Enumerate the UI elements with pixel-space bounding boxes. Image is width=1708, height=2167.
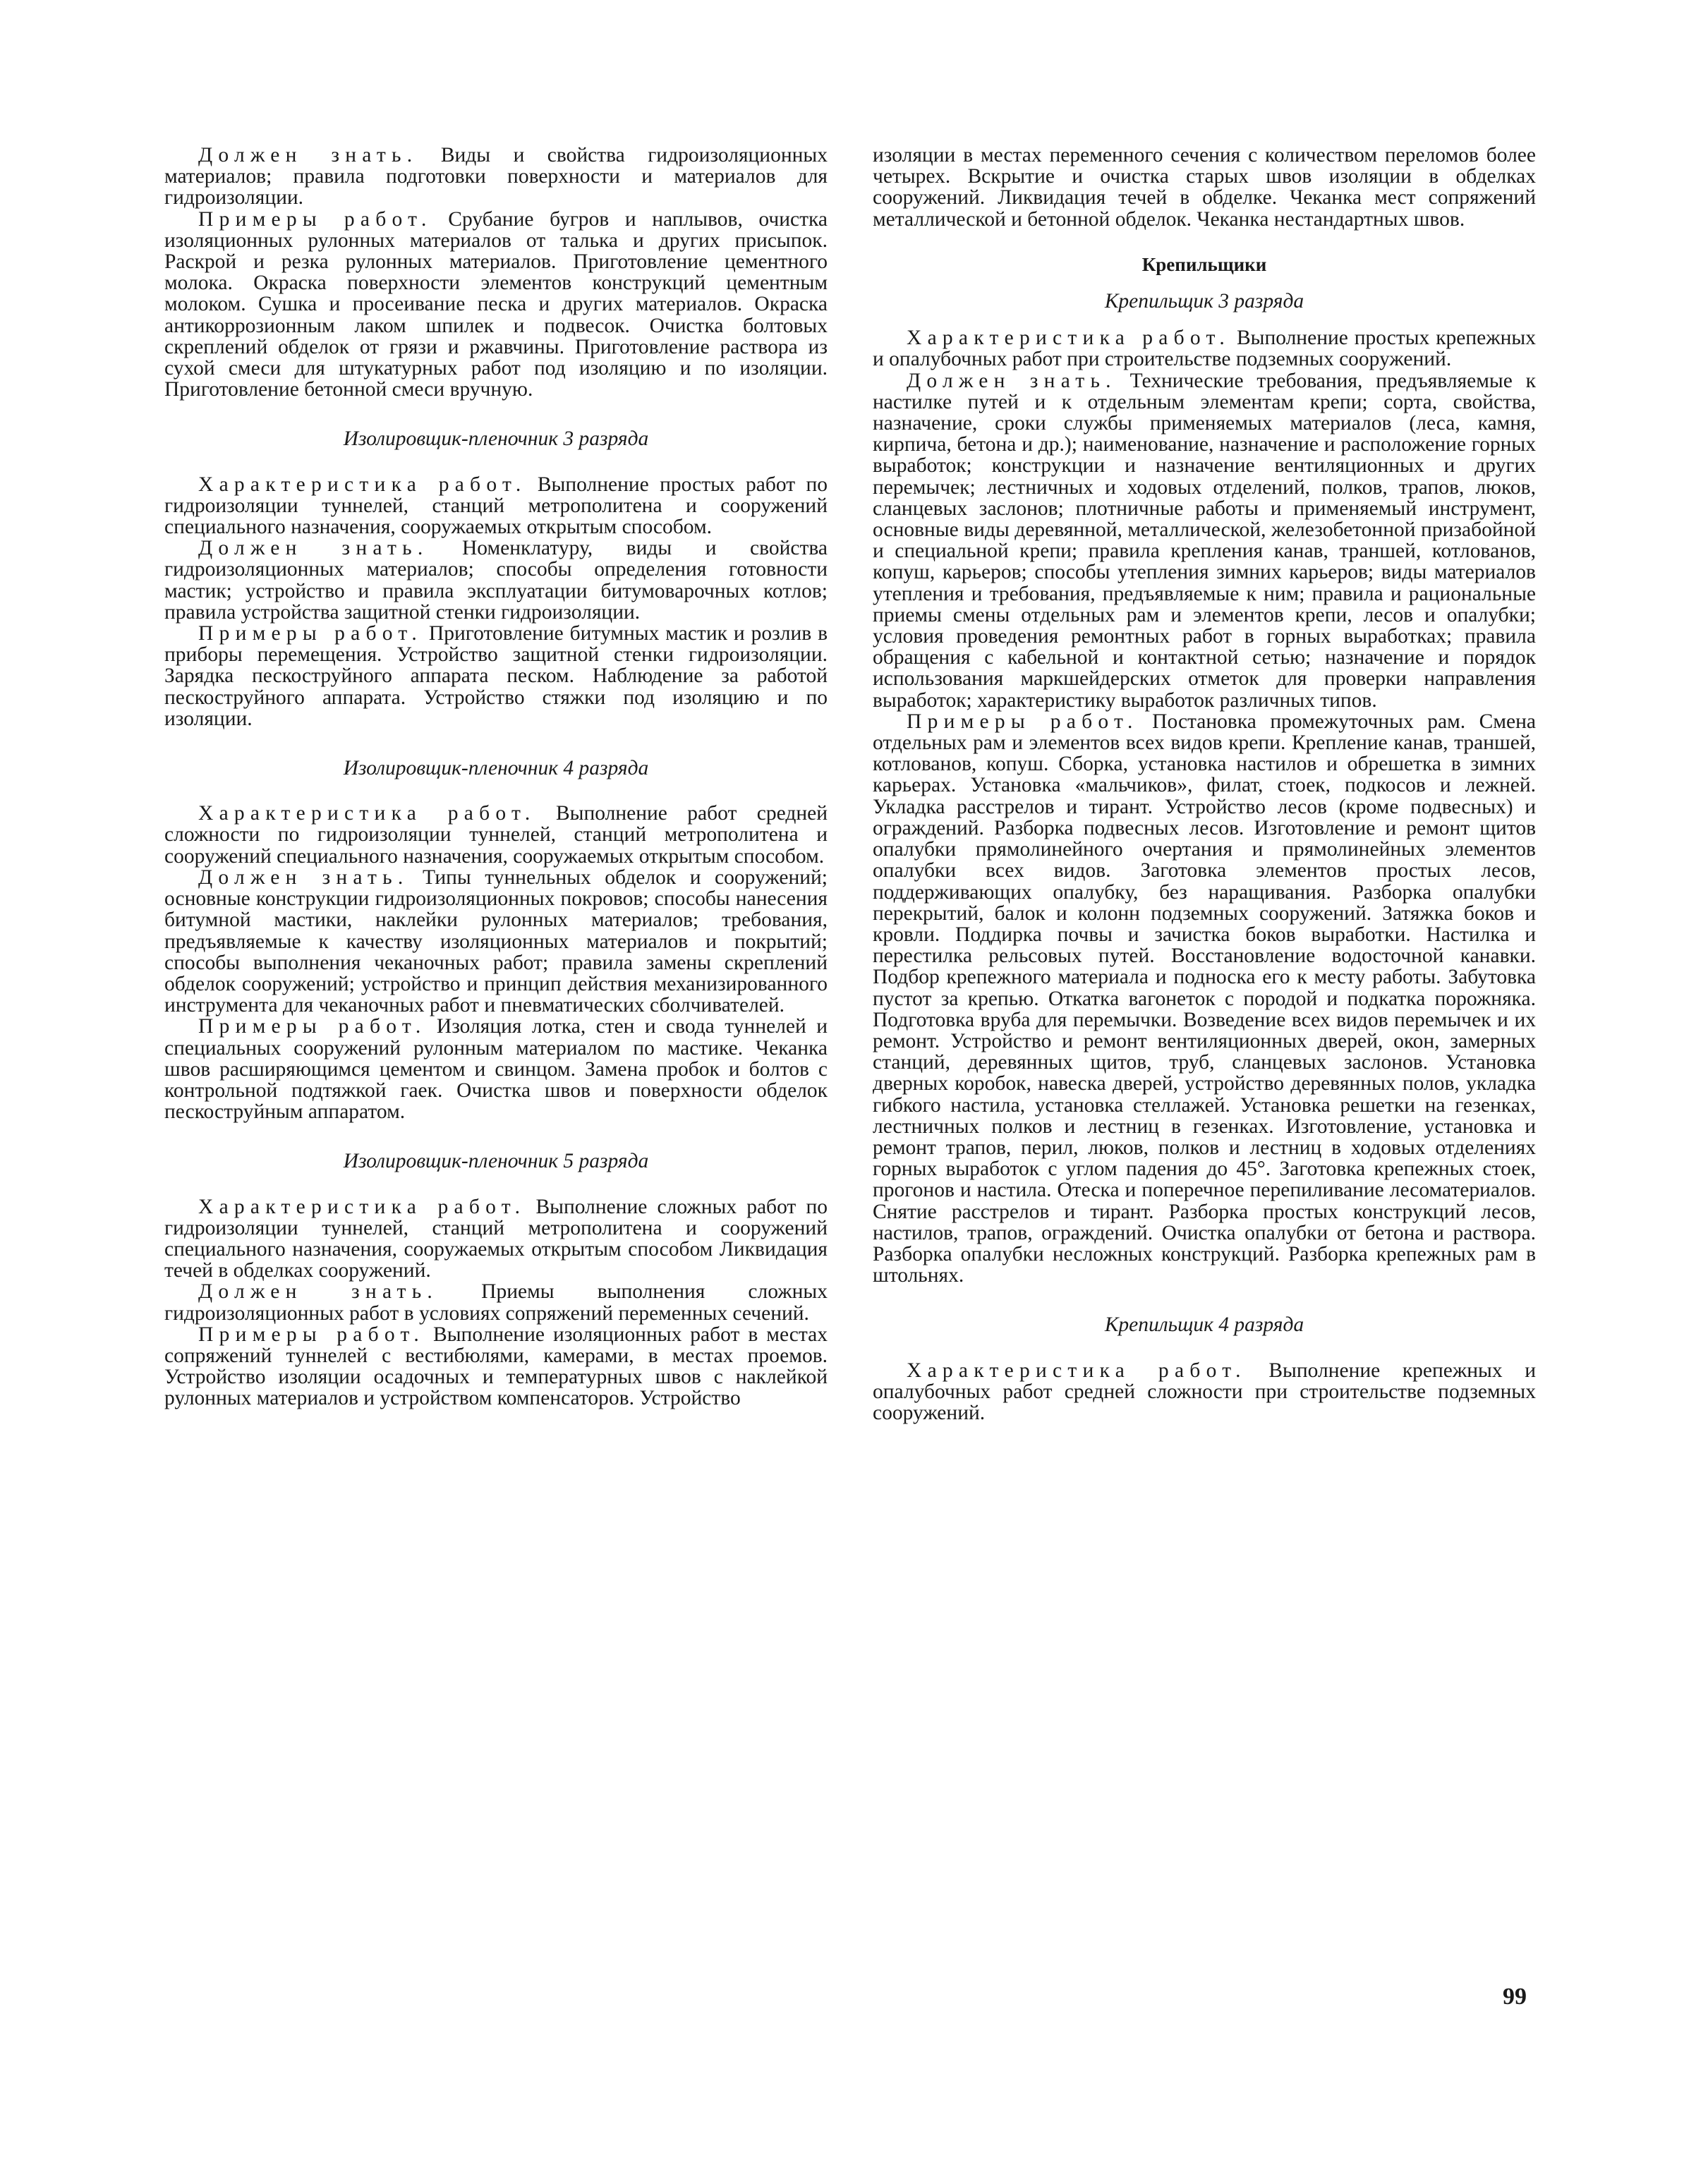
paragraph-text: Выполнение изоляционных работ в местах сопряжений туннелей с вестибюлями, камерами, в местах проемов. Устройство изоляции осадочных и температурных швов с наклейкой рулонных материалов и устройством компенсаторов. Устройство xyxy=(164,1323,828,1410)
paragraph-lead: Характеристика работ. xyxy=(907,1359,1247,1382)
paragraph-lead: Должен знать. xyxy=(198,1280,439,1304)
paragraph-lead: Должен знать. xyxy=(907,369,1117,392)
paragraph xyxy=(164,803,828,867)
paragraph-lead: Примеры работ. xyxy=(198,1015,427,1038)
paragraph-text: Выполнение крепежных и опалубочных работ средней сложности при строительстве подземных сооружений. xyxy=(873,1359,1536,1424)
paragraph-text: Срубание бугров и наплывов, очистка изоляционных рулонных материалов от талька и других присыпок. Раскрой и резка рулонных материалов. Приготовление цементного молока. Окраска поверхности элементов конструкций цементным молоком. Сушка и просеивание песка и других материалов. Окраска антикоррозионным лаком шпилек и подвесок. Очистка болтовых скреплений обделок от грязи и ржавчины. Приготовление раствора из сухой смеси для штукатурных работ под изоляцию и по изоляции. Приготовление бетонной смеси вручную. xyxy=(164,207,828,401)
paragraph-text: Приемы выполнения сложных гидроизоляционных работ в условиях сопряжений переменных сечений. xyxy=(164,1280,828,1325)
paragraph xyxy=(164,1324,828,1409)
paragraph-text: Технические требования, предъявляемые к настилке путей и к отдельным элементам крепи; сорта, свойства, назначение, сроки службы применяемых материалов (леса, камня, кирпича, бетона и др.); наименование, назначение и расположение горных выработок; конструкции и назначение вентиляционных и других перемычек; лестничных и ходовых отделений, полков, трапов, люков, сланцевых заслонов; плотничные работы и применяемый инструмент, основные виды деревянной, металлической, железобетонной призабойной и специальной крепи; правила крепления канав, траншей, котлованов, копуш, карьеров; способы утепления зимних карьеров; виды материалов утепления и требования, предъявляемые к ним; правила и рациональные приемы смены отдельных рам и элементов крепи, лесов и опалубки; условия проведения ремонтных работ в горных выработках; правила обращения с кабельной и контактной сетью; назначение и порядок использования маркшейдерских отметок для проверки направления выработок; характеристику выработок различных типов. xyxy=(873,369,1536,712)
paragraph-text: Выполнение сложных работ по гидроизоляции туннелей, станций метрополитена и сооружений специального назначения, сооружаемых открытым способом Ликвидация течей в обделках сооружений. xyxy=(164,1195,828,1282)
paragraph-text: Виды и свойства гидроизоляционных материалов; правила подготовки поверхности и материалов для гидроизоляции. xyxy=(164,144,828,210)
grade-heading: Изолировщик-пленочник 5 разряда xyxy=(343,1150,649,1173)
paragraph-text: Выполнение работ средней сложности по гидроизоляции туннелей, станций метрополитена и сооружений специального назначения, сооружаемых открытым способом. xyxy=(164,802,828,868)
paragraph-lead: Характеристика работ. xyxy=(198,802,536,825)
paragraph-text: Типы туннельных обделок и сооружений; основные конструкции гидроизоляционных покровов; способы нанесения битумной мастики, наклейки рулонных материалов; требования, предъявляемые к качеству изоляционных материалов и покрытий; способы выполнения чеканочных работ; правила замены скреплений обделок сооружений; устройство и принцип действия механизированного инструмента для чеканочных работ и пневматических сболчивателей. xyxy=(164,866,828,1017)
paragraph-text: Выполнение простых работ по гидроизоляции туннелей, станций метрополитена и сооружений специального назначения, сооружаемых открытым способом. xyxy=(164,473,828,539)
paragraph-lead: Характеристика работ. xyxy=(198,473,527,496)
paragraph-text: Номенклатуру, виды и свойства гидроизоляционных материалов; способы определения готовности мастик; устройство и правила эксплуатации битумоварочных котлов; правила устройства защитной стенки гидроизоляции. xyxy=(164,537,828,624)
paragraph-lead: Характеристика работ. xyxy=(907,327,1231,350)
paragraph xyxy=(164,623,828,729)
grade-heading: Изолировщик-пленочник 3 разряда xyxy=(343,427,649,451)
paragraph xyxy=(164,1196,828,1282)
page-number: 99 xyxy=(1503,1984,1527,2010)
paragraph-text: Постановка промежуточных рам. Смена отдельных рам и элементов всех видов крепи. Крепление канав, траншей, котлованов, копуш. Сборка, установка настилов и обрешетка в зимних карьерах. Установка «мальчиков», филат, стоек, подкосов и лежней. Укладка расстрелов и тирант. Устройство лесов (кроме подвесных) и ограждений. Разборка подвесных лесов. Изготовление и ремонт щитов опалубки прямолинейного очертания и прямолинейных элементов опалубки всех видов. Заготовка элементов простых лесов, поддерживающих опалубку, без наращивания. Разборка опалубки перекрытий, балок и колонн подземных сооружений. Затяжка боков и кровли. Поддирка почвы и зачистка боков выработки. Настилка и перестилка рельсовых путей. Восстановление водосточной канавки. Подбор крепежного материала и подноска его к месту работы. Забутовка пустот за крепью. Откатка вагонеток с породой и подкатка порожняка. Подготовка вруба для перемычки. Возведение всех видов перемычек и их ремонт. Устройство и ремонт вентиляционных дверей, окон, замерных станций, деревянных щитов, труб, сланцевых заслонов. Установка дверных коробок, навеска дверей, устройство деревянных полов, укладка гибкого настила, установка стеллажей. Установка решетки на гезенках, лестничных полков и лестниц в гезенках. Изготовление, установка и ремонт трапов, перил, люков, полков и лестниц в ходовых отделениях горных выработок с углом падения до 45°. Заготовка крепежных стоек, прогонов и настила. Отеска и поперечное перепиливание лесоматериалов. Снятие расстрелов и тирант. Разборка простых конструкций лесов, настилов, трапов, ограждений. Очистка опалубки от бетона и раствора. Разборка опалубки несложных конструкций. Разборка крепежных рам в штольнях. xyxy=(873,710,1536,1287)
paragraph-lead: Примеры работ. xyxy=(907,710,1139,733)
paragraph xyxy=(873,327,1536,370)
left-column xyxy=(164,145,828,1409)
paragraph xyxy=(873,711,1536,1286)
paragraph-lead: Должен знать. xyxy=(198,144,418,166)
paragraph xyxy=(164,474,828,538)
paragraph-text: Приготовление битумных мастик и розлив в приборы перемещения. Устройство защитной стенки гидроизоляции. Зарядка пескоструйного аппарата песком. Наблюдение за работой пескоструйного аппарата. Устройство стяжки под изоляцию и по изоляции. xyxy=(164,622,828,730)
paragraph-text: изоляции в местах переменного сечения с количеством переломов более четырех. Вскрытие и очистка старых швов изоляции в обделках сооружений. Ликвидация течей в обделке. Чеканка мест сопряжений металлической и бетонной обделок. Чеканка нестандартных швов. xyxy=(873,144,1536,231)
paragraph xyxy=(873,145,1536,230)
paragraph xyxy=(164,1016,828,1122)
paragraph-lead: Примеры работ. xyxy=(198,622,423,645)
paragraph-lead: Должен знать. xyxy=(198,866,409,889)
paragraph-text: Выполнение простых крепежных и опалубочных работ при строительстве подземных сооружений. xyxy=(873,327,1536,371)
paragraph xyxy=(164,209,828,401)
paragraph xyxy=(873,370,1536,711)
right-column xyxy=(873,145,1536,1424)
paragraph xyxy=(873,1360,1536,1424)
paragraph xyxy=(164,145,828,209)
grade-heading: Крепильщик 3 разряда xyxy=(1104,290,1304,313)
paragraph xyxy=(164,538,828,623)
paragraph-lead: Характеристика работ. xyxy=(198,1195,526,1218)
paragraph xyxy=(164,1281,828,1323)
grade-heading: Изолировщик-пленочник 4 разряда xyxy=(343,757,649,780)
paragraph xyxy=(164,867,828,1016)
paragraph-lead: Примеры работ. xyxy=(198,1323,425,1346)
paragraph-lead: Должен знать. xyxy=(198,537,429,560)
paragraph-lead: Примеры работ. xyxy=(198,207,432,231)
section-heading: Крепильщики xyxy=(1141,253,1267,275)
grade-heading: Крепильщик 4 разряда xyxy=(1104,1313,1304,1337)
paragraph-text: Изоляция лотка, стен и свода туннелей и специальных сооружений рулонным материалом по мастике. Чеканка швов расширяющимся цементом и свинцом. Замена пробок и болтов с контрольной подтяжкой гаек. Очистка швов и поверхности обделок пескоструйным аппаратом. xyxy=(164,1015,828,1124)
